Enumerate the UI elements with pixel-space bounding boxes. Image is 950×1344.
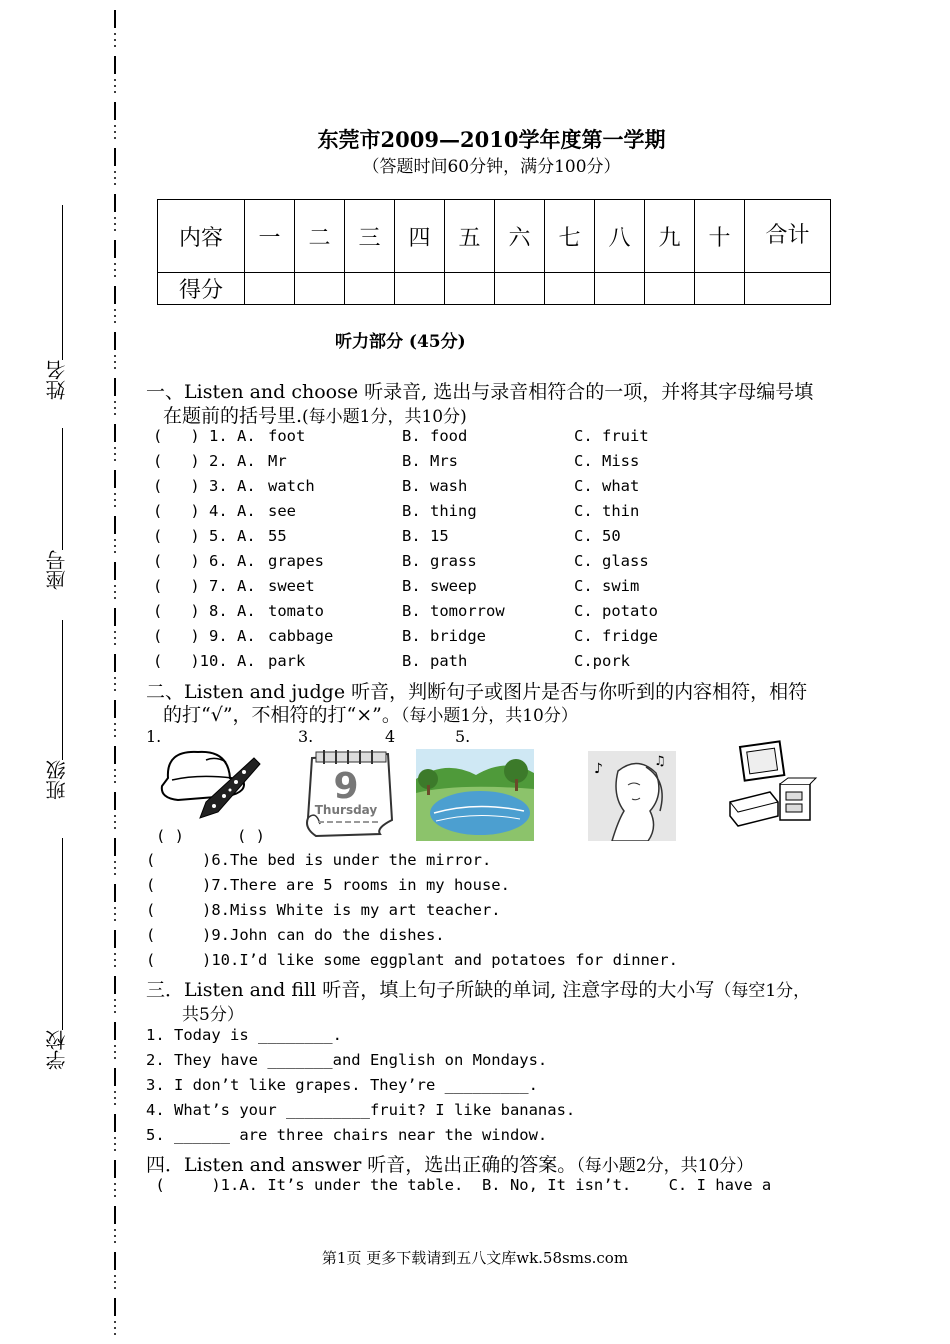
score-header-cell: 五 [445, 200, 495, 273]
listening-heading: 听力部分 (45分) [335, 332, 466, 352]
seat-blank-line [62, 428, 63, 550]
score-cell[interactable] [545, 273, 595, 305]
section3-title-text: 三．Listen and fill 听音，填上句子所缺的单词, 注意字母的大小写 [146, 979, 715, 1001]
choice-c: C. fruit [574, 427, 649, 445]
score-header-cell: 三 [345, 200, 395, 273]
seat-label: 座号 [45, 550, 69, 590]
class-blank-line [62, 620, 63, 760]
fill-item[interactable]: 2. They have _______and English on Mondays. [146, 1051, 548, 1069]
section4-item-1: ( )1.A. It’s under the table. B. No, It isn’t. C. I have a [146, 1176, 772, 1194]
pic-answer-2[interactable]: ( ) [237, 827, 265, 845]
fill-item[interactable]: 4. What’s your _________fruit? I like bananas. [146, 1101, 576, 1119]
score-header-cell: 合计 [745, 200, 831, 273]
score-header-cell: 九 [645, 200, 695, 273]
choice-c: C. what [574, 477, 640, 495]
judge-item[interactable]: ( )9.John can do the dishes. [146, 926, 445, 944]
choice-b: B. food [402, 427, 468, 445]
section3-points-cont: 共5分） [182, 1005, 244, 1025]
singing-girl-picture [588, 751, 676, 841]
choice-b: B. thing [402, 502, 477, 520]
choice-c: C. glass [574, 552, 649, 570]
bedroom-picture [720, 740, 820, 832]
choice-b: B. tomorrow [402, 602, 505, 620]
section2-title-cont-text: 的打“√”，不相符的打“×”。 [163, 704, 401, 726]
choice-number[interactable]: ( ) 9. A. [153, 627, 256, 645]
judge-item[interactable]: ( )10.I’d like some eggplant and potatoes for dinner. [146, 951, 678, 969]
score-cell[interactable] [395, 273, 445, 305]
choice-c: C. fridge [574, 627, 658, 645]
choice-b: B. wash [402, 477, 468, 495]
calendar-day: Thursday [314, 803, 378, 817]
judge-item[interactable]: ( )6.The bed is under the mirror. [146, 851, 492, 869]
choice-a: Mr [268, 452, 287, 470]
score-cell[interactable] [345, 273, 395, 305]
choice-number[interactable]: ( ) 3. A. [153, 477, 256, 495]
choice-b: B. sweep [402, 577, 477, 595]
choice-c: C. thin [574, 502, 640, 520]
score-header-cell: 六 [495, 200, 545, 273]
choice-number[interactable]: ( ) 7. A. [153, 577, 256, 595]
score-header-cell: 十 [695, 200, 745, 273]
choice-a: watch [268, 477, 315, 495]
pic-number-3: 3. [298, 727, 314, 746]
section1-title-cont [163, 401, 467, 428]
choice-c: C. swim [574, 577, 640, 595]
calendar-number: 9 [333, 766, 359, 807]
choice-b: B. path [402, 652, 468, 670]
pic-answer-1[interactable]: ( ) [156, 827, 184, 845]
choice-a: sweet [268, 577, 315, 595]
score-header-cell: 八 [595, 200, 645, 273]
score-table [157, 199, 831, 305]
calendar-picture [296, 748, 400, 840]
score-header-cell: 一 [245, 200, 295, 273]
choice-b: B. 15 [402, 527, 449, 545]
school-label: 学校 [45, 1030, 69, 1070]
choice-a: tomato [268, 602, 324, 620]
score-cell[interactable] [445, 273, 495, 305]
hat-and-tie-picture [158, 740, 268, 820]
section4-points: （每小题2分，共10分） [576, 1156, 754, 1176]
section2-title-cont [163, 700, 578, 727]
score-cell[interactable] [595, 273, 645, 305]
choice-number[interactable]: ( ) 8. A. [153, 602, 256, 620]
choice-a: foot [268, 427, 306, 445]
svg-text:♪: ♪ [594, 761, 603, 777]
choice-number[interactable]: ( ) 4. A. [153, 502, 256, 520]
class-label: 班级 [45, 760, 69, 800]
score-cell[interactable] [745, 273, 831, 305]
choice-b: B. bridge [402, 627, 486, 645]
score-row-label: 得分 [158, 273, 245, 305]
choice-a: cabbage [268, 627, 334, 645]
lake-picture [416, 749, 534, 841]
choice-c: C. Miss [574, 452, 640, 470]
section2-title: 二、Listen and judge 听音，判断句子或图片是否与你听到的内容相符，相符 [146, 681, 808, 703]
page-subtitle: （答题时间60分钟，满分100分） [362, 157, 621, 177]
score-cell[interactable] [695, 273, 745, 305]
judge-item[interactable]: ( )7.There are 5 rooms in my house. [146, 876, 510, 894]
score-header-cell: 七 [545, 200, 595, 273]
section3-title [146, 975, 810, 1002]
choice-number[interactable]: ( )10. A. [153, 652, 256, 670]
choice-number[interactable]: ( ) 6. A. [153, 552, 256, 570]
fill-item[interactable]: 1. Today is ________. [146, 1026, 342, 1044]
fill-item[interactable]: 5. ______ are three chairs near the window. [146, 1126, 548, 1144]
choice-c: C. potato [574, 602, 658, 620]
choice-c: C. 50 [574, 527, 621, 545]
choice-b: B. Mrs [402, 452, 458, 470]
judge-item[interactable]: ( )8.Miss White is my art teacher. [146, 901, 501, 919]
section4-title [146, 1150, 753, 1177]
score-cell[interactable] [495, 273, 545, 305]
name-label: 姓名 [45, 360, 69, 400]
score-header-cell: 内容 [158, 200, 245, 273]
section2-points: （每小题1分，共10分） [400, 706, 578, 726]
choice-a: grapes [268, 552, 324, 570]
school-blank-line [62, 838, 63, 1030]
pic-number-1: 1. [146, 727, 162, 746]
section1-title: 一、Listen and choose 听录音, 选出与录音相符合的一项，并将其字母编号填 [146, 381, 814, 403]
choice-number[interactable]: ( ) 1. A. [153, 427, 256, 445]
score-cell[interactable] [245, 273, 295, 305]
choice-number[interactable]: ( ) 5. A. [153, 527, 256, 545]
svg-text:♫: ♫ [654, 754, 666, 769]
section4-title-text: 四．Listen and answer 听音，选出正确的答案。 [146, 1154, 577, 1176]
section1-points: (每小题1分，共10分) [302, 407, 467, 427]
choice-number[interactable]: ( ) 2. A. [153, 452, 256, 470]
section3-points: （每空1分， [714, 981, 811, 1001]
binding-line [108, 0, 122, 1344]
score-cell[interactable] [645, 273, 695, 305]
score-header-cell: 二 [295, 200, 345, 273]
choice-a: see [268, 502, 296, 520]
choice-b: B. grass [402, 552, 477, 570]
page-title: 东莞市2009—2010学年度第一学期 [317, 127, 666, 152]
choice-a: park [268, 652, 306, 670]
page-footer: 第1页 更多下载请到五八文库wk.58sms.com [321, 1249, 629, 1267]
section1-title-cont-text: 在题前的括号里. [163, 405, 303, 427]
score-header-cell: 四 [395, 200, 445, 273]
choice-a: 55 [268, 527, 287, 545]
choice-c: C.pork [574, 652, 630, 670]
pic-number-5: 5. [455, 727, 471, 746]
fill-item[interactable]: 3. I don’t like grapes. They’re _________. [146, 1076, 538, 1094]
name-blank-line [62, 205, 63, 360]
score-cell[interactable] [295, 273, 345, 305]
pic-number-4: 4 [385, 727, 396, 746]
